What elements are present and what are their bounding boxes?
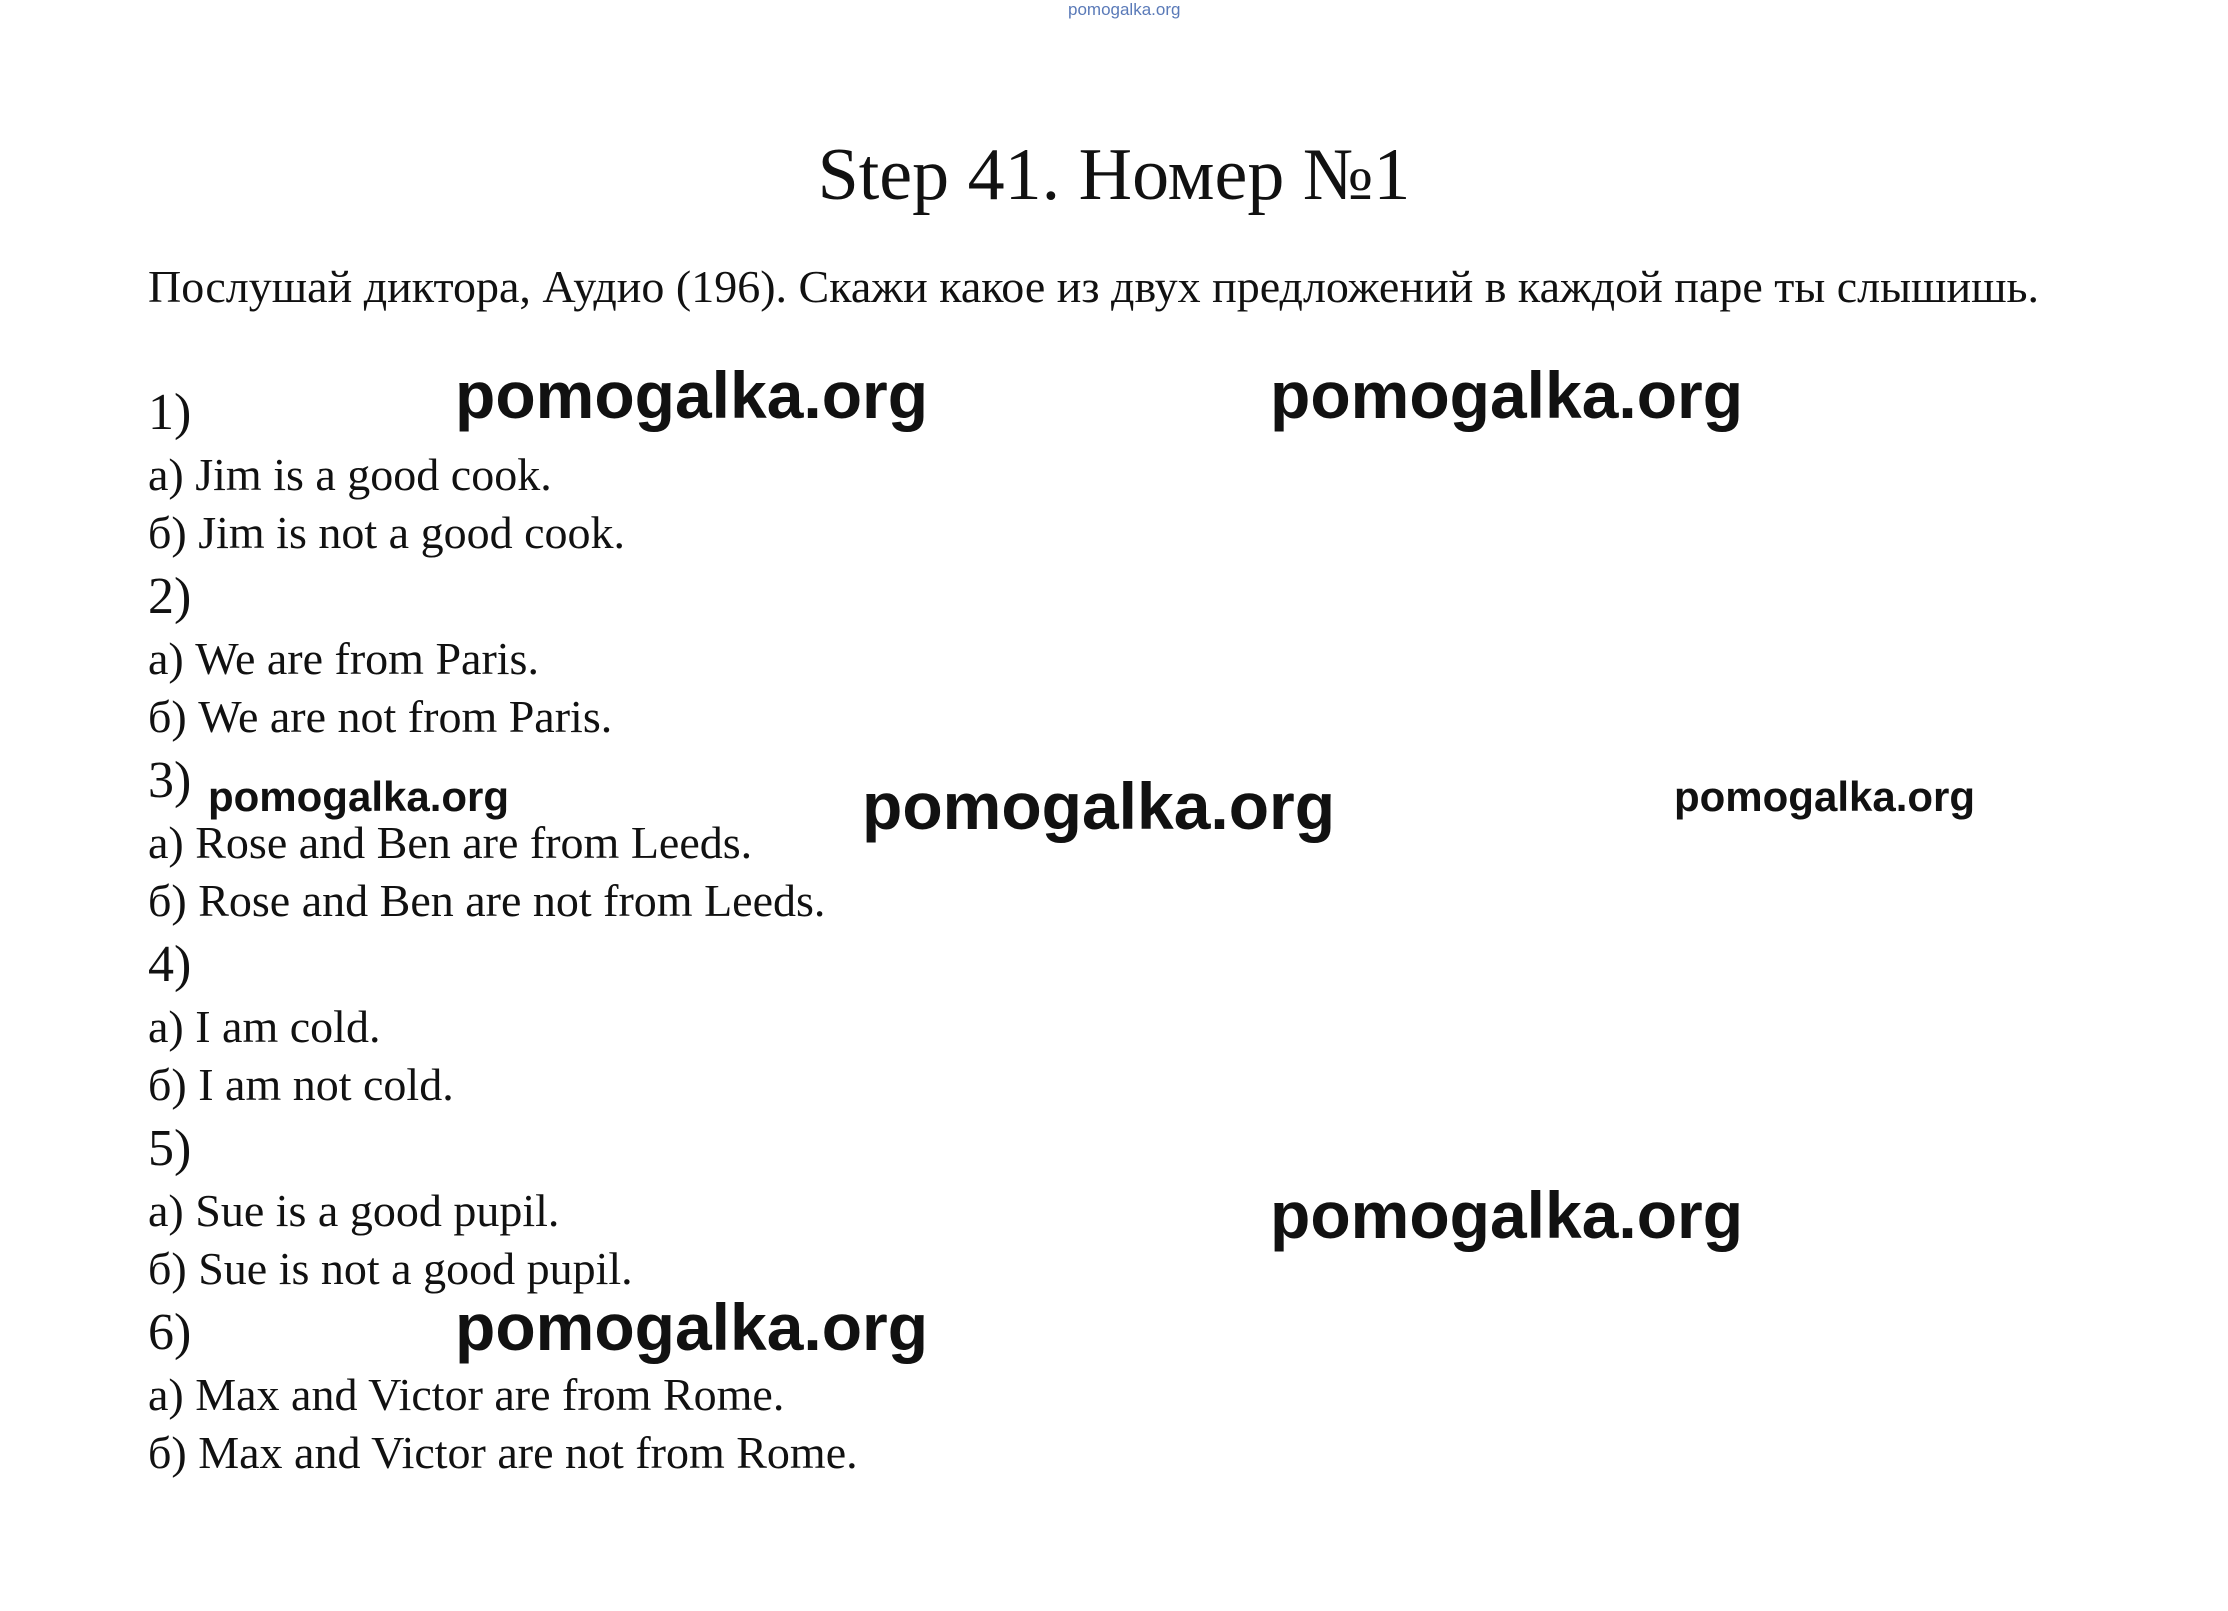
item-6-option-a: а) Max and Victor are from Rome. xyxy=(148,1369,785,1420)
item-number-3: 3) xyxy=(148,752,192,809)
item-3-option-a: а) Rose and Ben are from Leeds. xyxy=(148,817,753,868)
watermark: pomogalka.org xyxy=(1674,773,1976,820)
page-title: Step 41. Номер №1 xyxy=(817,134,1411,216)
watermark: pomogalka.org xyxy=(1270,358,1744,432)
watermark: pomogalka.org xyxy=(455,358,929,432)
item-number-6: 6) xyxy=(148,1304,192,1361)
item-5-option-b: б) Sue is not a good pupil. xyxy=(148,1243,633,1294)
top-site-url: pomogalka.org xyxy=(1068,0,1181,19)
watermark: pomogalka.org xyxy=(1270,1178,1744,1252)
item-2-option-a: а) We are from Paris. xyxy=(148,633,539,684)
item-6-option-b: б) Max and Victor are not from Rome. xyxy=(148,1427,858,1478)
watermark: pomogalka.org xyxy=(455,1290,929,1364)
item-number-5: 5) xyxy=(148,1120,192,1177)
item-3-option-b: б) Rose and Ben are not from Leeds. xyxy=(148,875,826,926)
item-5-option-a: а) Sue is a good pupil. xyxy=(148,1185,560,1236)
item-2-option-b: б) We are not from Paris. xyxy=(148,691,613,742)
item-number-4: 4) xyxy=(148,936,192,993)
item-1-option-b: б) Jim is not a good cook. xyxy=(148,507,625,558)
item-4-option-b: б) I am not cold. xyxy=(148,1059,454,1110)
item-4-option-a: а) I am cold. xyxy=(148,1001,381,1052)
instruction-text: Послушай диктора, Аудио (196). Скажи какое из двух предложений в каждой паре ты слышишь. xyxy=(148,261,2039,312)
item-1-option-a: а) Jim is a good cook. xyxy=(148,449,552,500)
item-number-1: 1) xyxy=(148,384,192,441)
watermark: pomogalka.org xyxy=(862,769,1336,843)
item-number-2: 2) xyxy=(148,568,192,625)
watermark: pomogalka.org xyxy=(208,773,510,820)
